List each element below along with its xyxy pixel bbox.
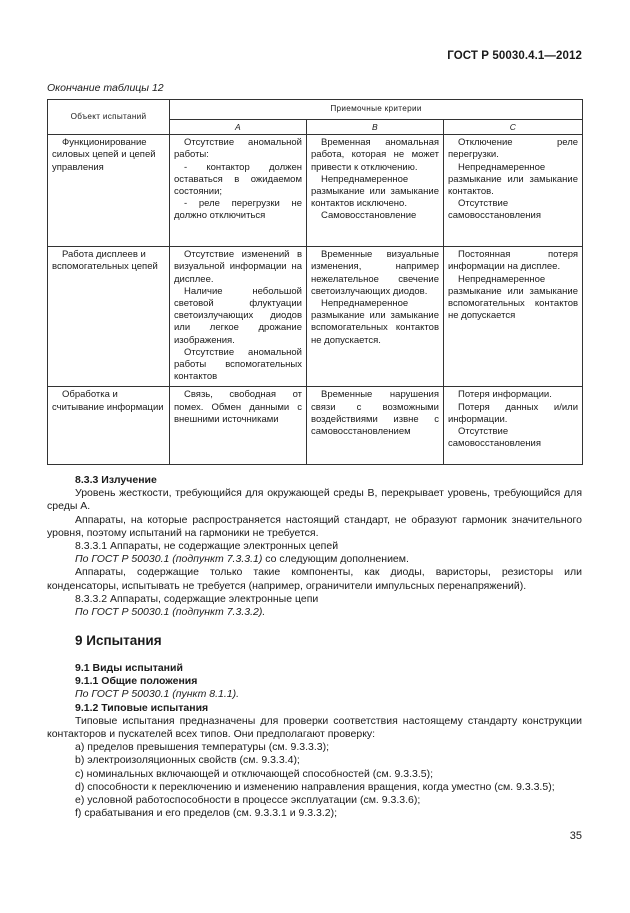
list-item: а) пределов превышения температуры (см. 9.3.3.3); (75, 741, 330, 754)
list-item: с) номинальных включающей и отключающей способностей (см. 9.3.3.5); (75, 767, 434, 780)
list-item: е) условной работоспособности в процессе эксплуатации (см. 9.3.3.6); (75, 794, 421, 807)
paragraph: Типовые испытания предназначены для проверки соответствия настоящему стандарту конструкции контакторов и пускателей всех типов. Они предполагают проверку: (47, 714, 582, 741)
section-8-3-3 (47, 474, 582, 619)
col-header-criteria: Приемочные критерии (170, 100, 583, 120)
list-item: d) способности к переключению и изменению направления вращения, когда уместно (см. 9.3.3.5); (75, 780, 555, 793)
subsection-title: 8.3.3 Излучение (75, 474, 157, 486)
paragraph: 8.3.3.1 Аппараты, не содержащие электронных цепей (75, 540, 339, 553)
standard-code: ГОСТ Р 50030.4.1—2012 (447, 50, 582, 62)
criteria-b-cell: Временные нарушения связи с возможными воздействиями извне с самовосстановлением (307, 387, 444, 465)
page-number: 35 (569, 830, 582, 842)
subsection-title: 9.1.1 Общие положения (75, 675, 198, 688)
table-caption: Окончание таблицы 12 (47, 82, 164, 94)
criteria-table (47, 99, 583, 465)
standard-reference: По ГОСТ Р 50030.1 (подпункт 7.3.3.2). (75, 606, 266, 619)
list-item: b) электроизоляционных свойств (см. 9.3.3.4); (75, 754, 300, 767)
criteria-c-cell: Постоянная потеря информации на дисплее. Непреднамеренное размыкание или замыкание вспомогательных контактов не допускается (444, 247, 583, 387)
paragraph: Уровень жесткости, требующийся для окружающей среды В, перекрывает уровень, требующийся для среды А. (47, 487, 582, 513)
col-header-a: А (170, 120, 307, 135)
col-header-c: С (444, 120, 583, 135)
standard-reference: По ГОСТ Р 50030.1 (пункт 8.1.1). (75, 688, 240, 701)
paragraph: Аппараты, содержащие только такие компоненты, как диоды, варисторы, резисторы или конденсаторы, испытывать не требуется (например, ограничители импульсных перенапряжений). (47, 566, 582, 592)
criteria-c-cell: Отключение реле перегрузки. Непреднамеренное размыкание или замыкание контактов. Отсутствие самовосстановления (444, 135, 583, 247)
object-cell: Обработка и считывание информации (48, 387, 170, 465)
table-row (48, 247, 583, 387)
criteria-b-cell: Временные визуальные изменения, например нежелательное свечение светоизлучающих диодов. Непреднамеренное размыкание или замыкание вспомогательных контактов не допускается. (307, 247, 444, 387)
object-cell: Функционирование силовых цепей и цепей управления (48, 135, 170, 247)
subsection-title: 9.1.2 Типовые испытания (75, 701, 209, 714)
section-title: 9 Испытания (75, 633, 162, 648)
subsection-title: 9.1 Виды испытаний (75, 662, 183, 674)
paragraph: 8.3.3.2 Аппараты, содержащие электронные цепи (75, 592, 319, 605)
criteria-a-cell: Связь, свободная от помех. Обмен данными с внешними источниками (170, 387, 307, 465)
criteria-c-cell: Потеря информации. Потеря данных и/или информации. Отсутствие самовосстановления (444, 387, 583, 465)
list-item: f) срабатывания и его пределов (см. 9.3.3.1 и 9.3.3.2); (75, 807, 338, 820)
criteria-a-cell: Отсутствие изменений в визуальной информации на дисплее. Наличие небольшой световой флуктуации светоизлучающих диодов или легкое дрожание изображения. Отсутствие аномальной работы вспомогательных контактов (170, 247, 307, 387)
paragraph: Аппараты, на которые распространяется настоящий стандарт, не образуют гармоник значительного уровня, поэтому испытаний на гармоники не требуется. (47, 513, 582, 539)
col-header-object: Объект испытаний (48, 100, 170, 135)
object-cell: Работа дисплеев и вспомогательных цепей (48, 247, 170, 387)
col-header-b: В (307, 120, 444, 135)
table-row (48, 387, 583, 465)
standard-reference: По ГОСТ Р 50030.1 (подпункт 7.3.3.1) (75, 553, 263, 566)
criteria-b-cell: Временная аномальная работа, которая не может привести к отключению. Непреднамеренное размыкание или замыкание контактов исключено. Самовосстановление (307, 135, 444, 247)
section-9-1 (47, 662, 582, 820)
paragraph: По ГОСТ Р 50030.1 (подпункт 7.3.3.1) со следующим дополнением. (75, 553, 409, 566)
table-row (48, 135, 583, 247)
criteria-a-cell: Отсутствие аномальной работы: - контактор должен оставаться в ожидаемом состоянии; - реле перегрузки не должно отключиться (170, 135, 307, 247)
